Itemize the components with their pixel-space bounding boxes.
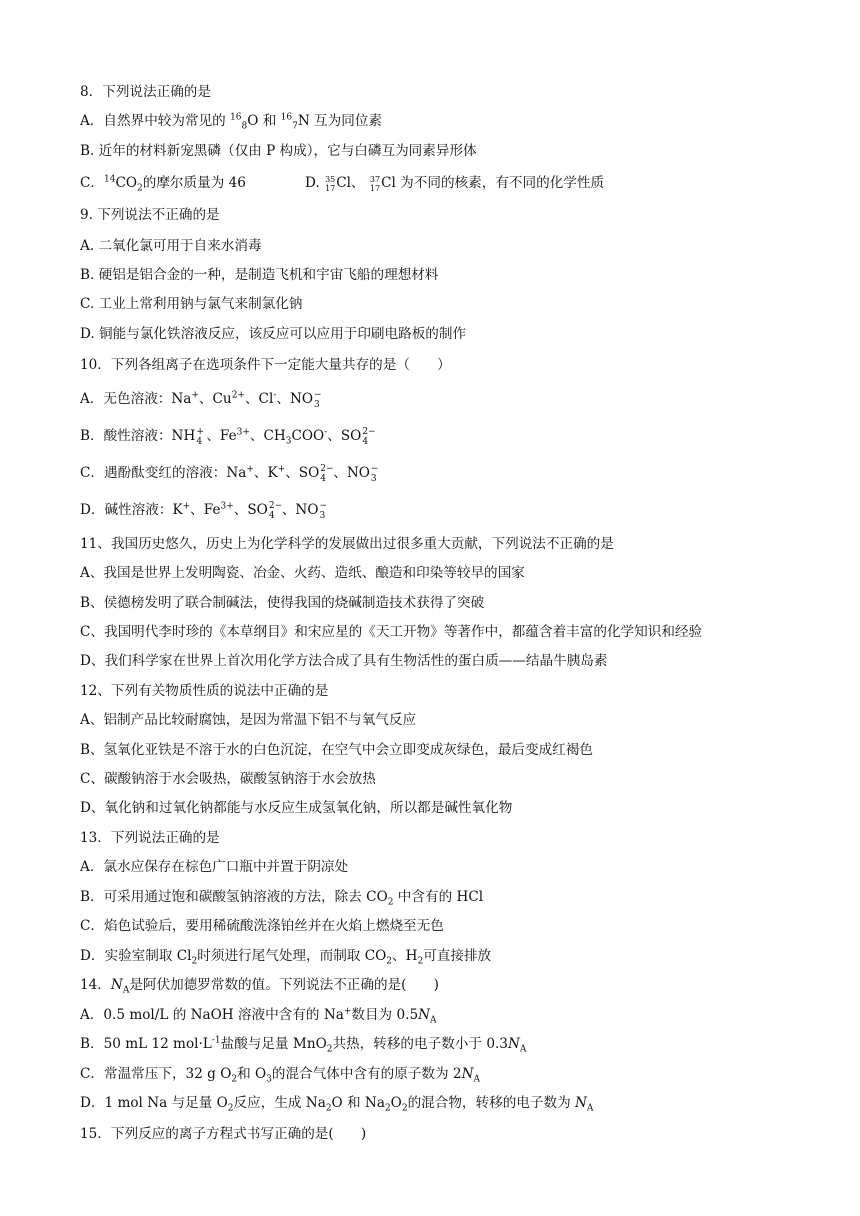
question-11-option-a: A、我国是世界上发明陶瓷、冶金、火药、造纸、酿造和印染等较早的国家 [80, 565, 525, 581]
question-9-option-b: B. 硬铝是铝合金的一种，是制造飞机和宇宙飞船的理想材料 [80, 267, 439, 283]
question-13-stem: 13．下列说法正确的是 [80, 830, 220, 846]
question-14-stem: 14．$N_A$是阿伏加德罗常数的值。下列说法不正确的是( ) [80, 977, 439, 996]
question-11-option-b: B、侯德榜发明了联合制碱法，使得我国的烧碱制造技术获得了突破 [80, 595, 485, 611]
question-10-option-a: A．无色溶液：Na+、$Cu^{2+}$、Cl-、NO − 3 [80, 389, 322, 410]
question-8-option-d: D. 35 17 Cl、 37 17 Cl 为不同的核素，有不同的化学性质 [305, 174, 605, 193]
question-12-stem: 12、下列有关物质性质的说法中正确的是 [80, 683, 329, 699]
question-10-option-c: C．遇酚酞变红的溶液：Na+、K+、SO 2− 4 、NO − 3 [80, 463, 379, 484]
question-12-option-d: D、氧化钠和过氧化钠都能与水反应生成氢氧化钠，所以都是碱性氧化物 [80, 800, 513, 816]
question-14-option-c: C．常温常压下，32 g $O_2$和 $O_3$的混合气体中含有的原子数为 $2N_A$ [80, 1066, 480, 1085]
question-15-stem: 15．下列反应的离子方程式书写正确的是( ) [80, 1126, 367, 1142]
question-14-option-d: D．1 mol Na 与足量 $O_2$反应，生成 $Na_2O$ 和 $Na_2O_2$的混合物，转移的电子数为 $N_A$ [80, 1095, 594, 1114]
question-11-option-c: C、我国明代李时珍的《本草纲目》和宋应星的《天工开物》等著作中，都蕴含着丰富的化学知识和经验 [80, 624, 703, 640]
question-14-option-a: A．0.5 mol/L 的 NaOH 溶液中含有的 Na+数目为 $0.5N_A$ [80, 1006, 437, 1026]
question-9-stem: 9. 下列说法不正确的是 [80, 207, 220, 223]
question-8-option-a: A．自然界中较为常见的 $^{16}_8$O 和 $^{16}_7$N 互为同位素 [80, 112, 383, 132]
question-12-option-b: B、氢氧化亚铁是不溶于水的白色沉淀，在空气中会立即变成灰绿色，最后变成红褐色 [80, 742, 593, 758]
question-12-option-a: A、铝制产品比较耐腐蚀，是因为常温下铝不与氧气反应 [80, 712, 417, 728]
question-11-stem: 11、我国历史悠久，历史上为化学科学的发展做出过很多重大贡献，下列说法不正确的是 [80, 536, 614, 552]
question-13-option-c: C．焰色试验后，要用稀硫酸洗涤铂丝并在火焰上燃烧至无色 [80, 918, 444, 934]
question-13-option-a: A．氯水应保存在棕色广口瓶中并置于阴凉处 [80, 859, 349, 875]
question-12-option-c: C、碳酸钠溶于水会吸热，碳酸氢钠溶于水会放热 [80, 771, 376, 787]
question-10-option-d: D．碱性溶液：K+、$Fe^{3+}$、SO 2− 4 、NO − 3 [80, 500, 328, 521]
question-8-option-b: B. 近年的材料新宠黑磷（仅由 P 构成），它与白磷互为同素异形体 [80, 143, 477, 159]
question-8-option-c: C．$^{14}CO_2$的摩尔质量为 46 [80, 174, 246, 194]
question-10-option-b: B．酸性溶液：NH + 4 、$Fe^{3+}$、$CH_3COO^-$、SO 2− 4 [80, 426, 376, 447]
question-10-stem: 10．下列各组离子在选项条件下一定能大量共存的是（ ） [80, 357, 451, 373]
question-9-option-d: D. 铜能与氯化铁溶液反应，该反应可以应用于印刷电路板的制作 [80, 326, 467, 342]
question-11-option-d: D、我们科学家在世界上首次用化学方法合成了具有生物活性的蛋白质——结晶牛胰岛素 [80, 653, 608, 669]
question-14-option-b: B．50 mL 12 $mol\cdot L^{-1}$盐酸与足量 MnO$_2$共热，转移的电子数小于 $0.3N_A$ [80, 1035, 527, 1055]
question-13-option-b: B．可采用通过饱和碳酸氢钠溶液的方法，除去 $CO_2$ 中含有的 HCl [80, 889, 484, 908]
question-8-stem: 8．下列说法正确的是 [80, 84, 211, 100]
question-9-option-c: C. 工业上常利用钠与氯气来制氯化钠 [80, 296, 303, 312]
question-9-option-a: A. 二氧化氯可用于自来水消毒 [80, 238, 262, 254]
question-13-option-d: D．实验室制取 $Cl_2$时须进行尾气处理，而制取 $CO_2$、$H_2$可直接排放 [80, 948, 492, 967]
